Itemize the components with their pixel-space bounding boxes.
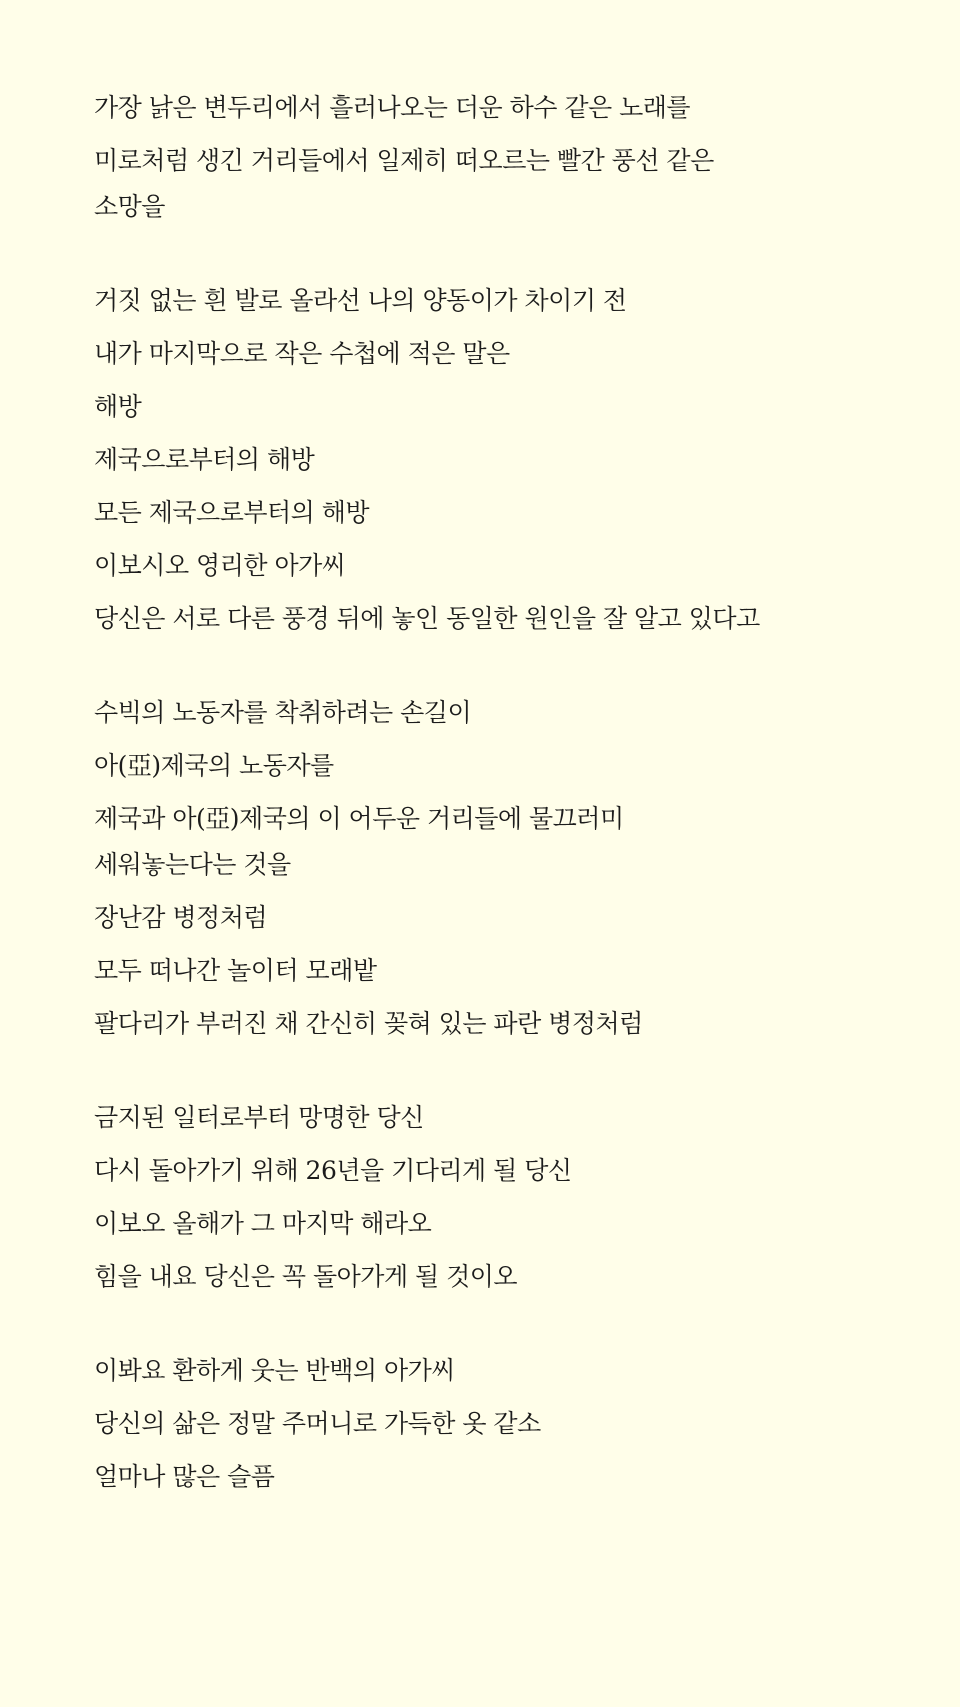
stanza-1 xyxy=(94,85,760,230)
poem-line: 미로처럼 생긴 거리들에서 일제히 떠오르는 빨간 풍선 같은 소망을 xyxy=(94,146,714,221)
poem-line: 수빅의 노동자를 착취하려는 손길이 xyxy=(94,698,472,727)
poem-line: 다시 돌아가기 위해 26년을 기다리게 될 당신 xyxy=(94,1156,572,1185)
poem-line: 모두 떠나간 놀이터 모래밭 xyxy=(94,956,377,985)
poem-line: 제국과 아(亞)제국의 이 어두운 거리들에 물끄러미 세워놓는다는 것을 xyxy=(94,804,624,879)
poem-line: 얼마나 많은 슬픔 xyxy=(94,1462,275,1491)
poem-line: 거짓 없는 흰 발로 올라선 나의 양동이가 차이기 전 xyxy=(94,286,627,315)
poem-line: 이봐요 환하게 웃는 반백의 아가씨 xyxy=(94,1356,455,1385)
poem-line: 이보시오 영리한 아가씨 xyxy=(94,551,346,580)
stanza-2 xyxy=(94,278,760,642)
poem-line: 아(亞)제국의 노동자를 xyxy=(94,751,334,780)
poem-line: 장난감 병정처럼 xyxy=(94,903,267,932)
stanza-5 xyxy=(94,1348,760,1500)
poem-line: 가장 낡은 변두리에서 흘러나오는 더운 하수 같은 노래를 xyxy=(94,93,691,122)
poem-line: 힘을 내요 당신은 꼭 돌아가게 될 것이오 xyxy=(94,1262,518,1291)
poem-line: 팔다리가 부러진 채 간신히 꽂혀 있는 파란 병정처럼 xyxy=(94,1009,643,1038)
poem-line: 모든 제국으로부터의 해방 xyxy=(94,498,370,527)
poem-line: 금지된 일터로부터 망명한 당신 xyxy=(94,1103,424,1132)
poem-line: 해방 xyxy=(94,392,142,421)
stanza-4 xyxy=(94,1095,760,1300)
stanza-3 xyxy=(94,690,760,1047)
poem-line: 내가 마지막으로 작은 수첩에 적은 말은 xyxy=(94,339,510,368)
poem-line: 당신의 삶은 정말 주머니로 가득한 옷 같소 xyxy=(94,1409,541,1438)
poem-line: 당신은 서로 다른 풍경 뒤에 놓인 동일한 원인을 잘 알고 있다고 xyxy=(94,604,760,633)
poem-line: 제국으로부터의 해방 xyxy=(94,445,315,474)
poem-line: 이보오 올해가 그 마지막 해라오 xyxy=(94,1209,432,1238)
